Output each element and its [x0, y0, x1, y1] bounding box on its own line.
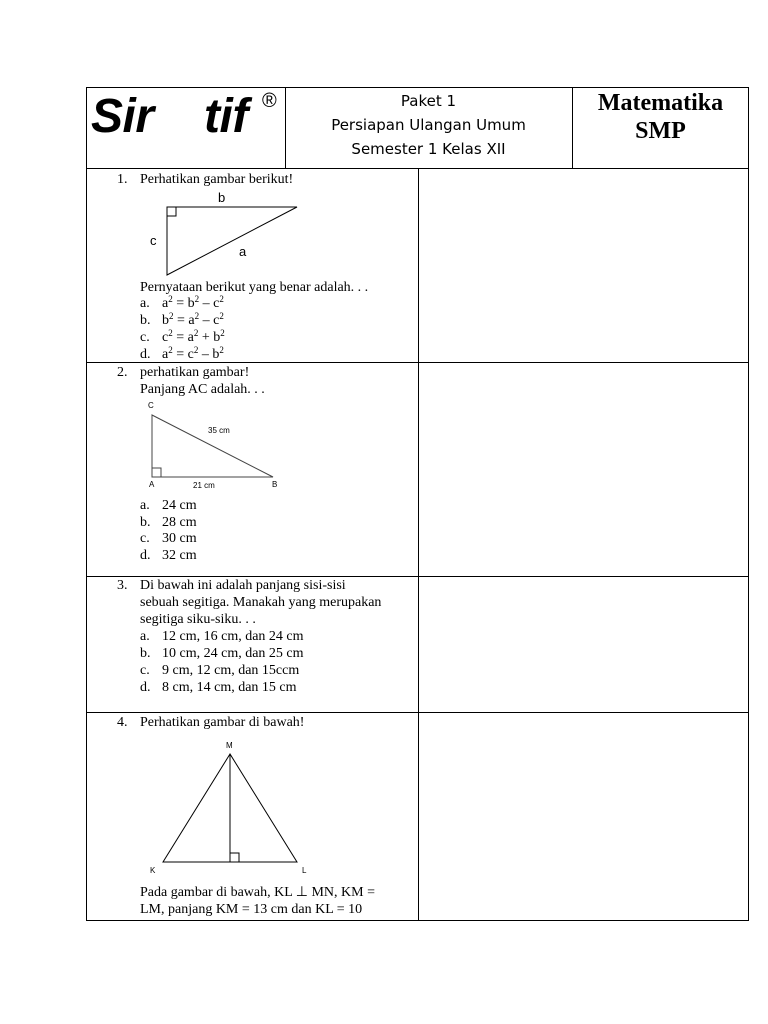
side-label-c: c	[150, 233, 157, 248]
subject-block	[573, 88, 748, 168]
option-letter: d.	[140, 680, 151, 695]
right-angle-marker	[152, 468, 161, 477]
side-label-b: b	[218, 190, 226, 205]
option-b: 28 cm	[162, 515, 197, 530]
vertex-label-c: C	[148, 401, 154, 410]
option-letter: a.	[140, 498, 150, 513]
worksheet-header	[86, 87, 749, 169]
option-letter: d.	[140, 347, 151, 362]
hypotenuse-label: 35 cm	[208, 426, 230, 435]
question-stem: Perhatikan gambar di bawah!	[140, 715, 305, 730]
subject-level: SMP	[635, 118, 686, 144]
question-number: 3.	[117, 578, 128, 593]
option-c: 9 cm, 12 cm, dan 15ccm	[162, 663, 300, 678]
question-row-4	[86, 713, 749, 921]
paket-title-block	[285, 88, 573, 168]
option-letter: c.	[140, 531, 150, 546]
question-stem-line2: Panjang AC adalah. . .	[140, 382, 265, 397]
column-divider	[418, 577, 419, 712]
right-angle-marker	[230, 853, 239, 862]
option-letter: a.	[140, 296, 150, 311]
question-row-3	[86, 577, 749, 713]
question-stem: Perhatikan gambar berikut!	[140, 172, 294, 187]
triangle-shape	[152, 415, 273, 477]
brand-text-left: Sir	[91, 90, 154, 143]
option-b: 10 cm, 24 cm, dan 25 cm	[162, 646, 304, 661]
triangle-shape	[167, 207, 297, 275]
question-prompt: Pernyataan berikut yang benar adalah. . .	[140, 280, 369, 295]
question-row-2	[86, 363, 749, 577]
option-d: $a^2 = c^2 - b^2$	[162, 345, 224, 362]
option-letter: b.	[140, 515, 151, 530]
option-d: 32 cm	[162, 548, 197, 563]
option-letter: b.	[140, 313, 151, 328]
question-number: 1.	[117, 172, 128, 187]
vertex-label-a: A	[149, 480, 155, 489]
registered-mark: ®	[262, 90, 277, 112]
side-label-a: a	[239, 244, 247, 259]
option-b: $b^2 = a^2 - c^2$	[162, 311, 224, 328]
option-a: 12 cm, 16 cm, dan 24 cm	[162, 629, 304, 644]
option-a: $a^2 = b^2 - c^2$	[162, 294, 224, 311]
option-letter: a.	[140, 629, 150, 644]
right-triangle-figure	[143, 399, 293, 493]
paket-title: Paket 1	[400, 92, 457, 110]
brand-text-right: tif	[204, 90, 248, 143]
question-stem-line3: segitiga siku-siku. . .	[140, 612, 256, 627]
vertex-label-l: L	[302, 866, 307, 875]
question-number: 4.	[117, 715, 128, 730]
question-number: 2.	[117, 365, 128, 380]
option-letter: c.	[140, 330, 150, 345]
option-letter: b.	[140, 646, 151, 661]
option-c: $c^2 = a^2 + b^2$	[162, 328, 225, 345]
question-stem: perhatikan gambar!	[140, 365, 250, 380]
question-row-1	[86, 169, 749, 363]
paket-subtitle: Persiapan Ulangan Umum	[331, 116, 526, 134]
option-a: 24 cm	[162, 498, 197, 513]
question-text-after: Pada gambar di bawah, KL ⊥ MN, KM =	[140, 885, 375, 900]
vertex-label-m: M	[226, 741, 233, 750]
right-angle-marker	[167, 207, 176, 216]
question-text-after-line2: LM, panjang KM = 13 cm dan KL = 10	[140, 902, 363, 917]
vertex-label-b: B	[272, 480, 278, 489]
base-label: 21 cm	[193, 481, 215, 490]
vertex-label-k: K	[150, 866, 156, 875]
subject-name: Matematika	[597, 90, 724, 116]
isosceles-triangle-figure	[143, 735, 315, 877]
column-divider	[418, 713, 419, 920]
option-d: 8 cm, 14 cm, dan 15 cm	[162, 680, 297, 695]
option-letter: d.	[140, 548, 151, 563]
column-divider	[418, 363, 419, 576]
question-stem-line2: sebuah segitiga. Manakah yang merupakan	[140, 595, 382, 610]
paket-semester: Semester 1 Kelas XII	[351, 140, 506, 158]
option-c: 30 cm	[162, 531, 197, 546]
option-letter: c.	[140, 663, 150, 678]
question-stem: Di bawah ini adalah panjang sisi-sisi	[140, 578, 346, 593]
column-divider	[418, 169, 419, 362]
brand-logo	[87, 88, 286, 168]
right-triangle-figure	[150, 187, 307, 277]
